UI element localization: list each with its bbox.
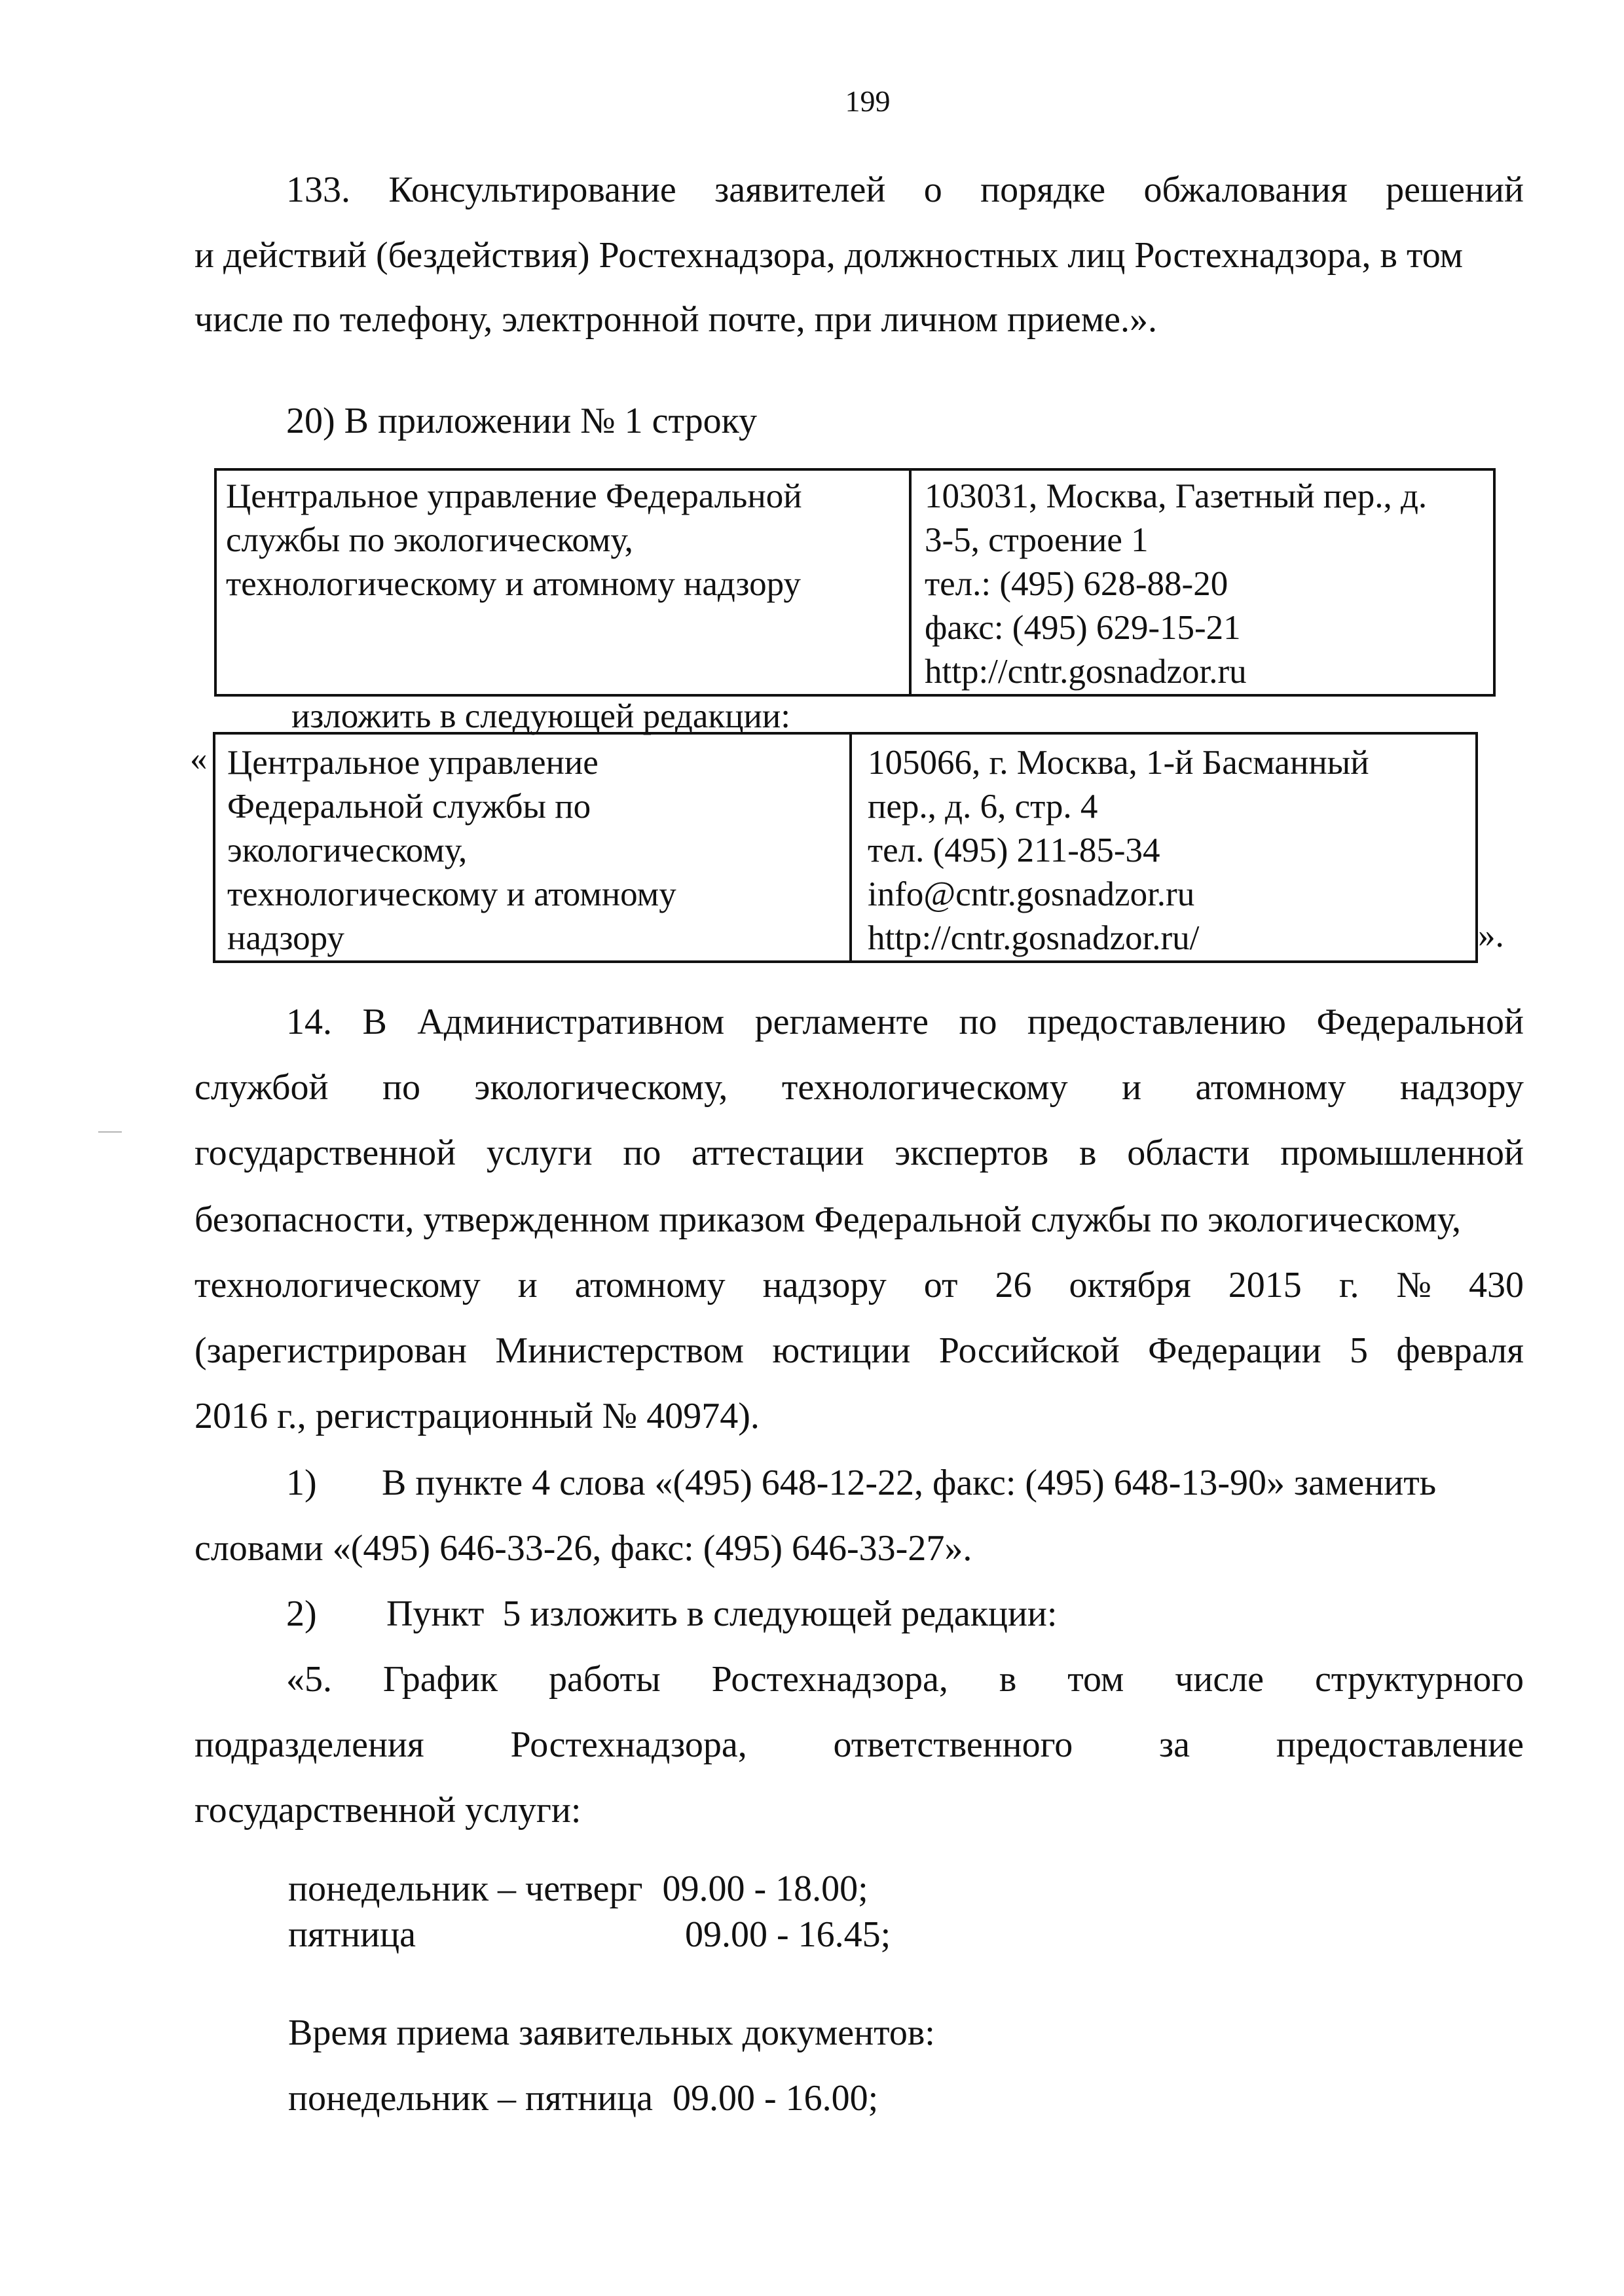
word: 14. [286, 1002, 332, 1042]
item-14-line-2 [194, 1069, 1524, 1106]
word: числе [1175, 1659, 1264, 1700]
word: подразделения [194, 1724, 424, 1765]
word: (зарегистрирован [194, 1330, 467, 1371]
old-row-name-line: службы по экологическому, [226, 521, 633, 559]
reception-title: Время приема заявительных документов: [288, 2013, 935, 2053]
new-row-name-line: экологическому, [227, 831, 468, 869]
item-14-line-6 [194, 1332, 1524, 1369]
item-14-line-4 [194, 1201, 1524, 1238]
word: промышленной [1280, 1133, 1524, 1173]
word: Министерством [495, 1330, 744, 1371]
old-row-contact-line: 103031, Москва, Газетный пер., д. [925, 477, 1428, 515]
word: экологическому, [474, 1067, 728, 1108]
new-row-name-line: Федеральной службы по [227, 788, 591, 826]
word: обжалования [1143, 170, 1348, 210]
point-5-line-1 [286, 1661, 1524, 1698]
word: по [382, 1067, 420, 1108]
word: услуги [486, 1133, 593, 1173]
word: г. [1338, 1265, 1359, 1305]
word: «5. [286, 1659, 332, 1700]
item-14-line-7: 2016 г., регистрационный № 40974). [194, 1396, 760, 1436]
sub-item-2-number: 2) [286, 1594, 317, 1634]
schedule-hours: 09.00 - 18.00; [662, 1868, 868, 1909]
replace-instruction: изложить в следующей редакции: [291, 697, 790, 735]
schedule-row-fri [288, 1916, 891, 1953]
reception-row [288, 2080, 878, 2117]
item-14-line-4-text: безопасности, утвержденном приказом Федеральной службы по экологическому, [194, 1199, 1462, 1240]
word: Административном [417, 1002, 725, 1042]
word: в [999, 1659, 1017, 1700]
word: заявителей [714, 170, 886, 210]
old-row-contact-line: 3-5, строение 1 [925, 521, 1149, 559]
word: атомному [574, 1265, 726, 1305]
word: предоставление [1276, 1724, 1524, 1765]
old-row-contact-cell [910, 469, 1494, 695]
new-row-name-line: надзору [227, 919, 344, 957]
word: в [1079, 1133, 1097, 1173]
item-133-line-2-text: и действий (бездействия) Ростехнадзора, должностных лиц Ростехнадзора, в том [194, 235, 1464, 276]
word: 26 [995, 1265, 1032, 1305]
word: о [923, 170, 942, 210]
sub-item-1-number: 1) [286, 1463, 317, 1503]
word: Ростехнадзора, [711, 1659, 948, 1700]
sub-item-2-text: Пункт 5 изложить в следующей редакции: [386, 1594, 1058, 1634]
new-row-contact-line: пер., д. 6, стр. 4 [868, 788, 1098, 826]
word: решений [1386, 170, 1524, 210]
close-quote: ». [1478, 917, 1504, 955]
word: 2015 [1228, 1265, 1302, 1305]
old-row-name-line: Центральное управление Федеральной [226, 477, 802, 515]
word: экспертов [895, 1133, 1049, 1173]
old-row-contact-line: тел.: (495) 628-88-20 [925, 565, 1228, 603]
word: от [923, 1265, 958, 1305]
word: том [1067, 1659, 1124, 1700]
word: юстиции [772, 1330, 911, 1371]
word: области [1127, 1133, 1250, 1173]
word: структурного [1314, 1659, 1524, 1700]
item-20-intro: 20) В приложении № 1 строку [286, 401, 758, 441]
sub-item-1-text [382, 1465, 1524, 1501]
word: октября [1069, 1265, 1191, 1305]
old-row [215, 469, 1494, 695]
word: 133. [286, 170, 350, 210]
item-133-line-1 [286, 172, 1524, 208]
word: государственной [194, 1133, 456, 1173]
word: надзору [762, 1265, 887, 1305]
word: Федерации [1148, 1330, 1321, 1371]
word: за [1159, 1724, 1190, 1765]
sub-item-1-text-content: В пункте 4 слова «(495) 648-12-22, факс: (495) 648-13-90» заменить [382, 1463, 1437, 1503]
old-row-table [214, 468, 1496, 697]
new-row [214, 733, 1477, 962]
word: надзору [1399, 1067, 1524, 1108]
old-row-name-cell [215, 469, 910, 695]
word: аттестации [692, 1133, 864, 1173]
word: работы [549, 1659, 661, 1700]
word: регламенте [754, 1002, 929, 1042]
reception-hours: 09.00 - 16.00; [673, 2078, 879, 2119]
word: 430 [1468, 1265, 1524, 1305]
old-row-contact-line: http://cntr.gosnadzor.ru [925, 653, 1247, 691]
schedule-row-mon-thu [288, 1870, 868, 1907]
word: Ростехнадзора, [510, 1724, 747, 1765]
new-row-contact-line: http://cntr.gosnadzor.ru/ [868, 919, 1200, 957]
word: и [517, 1265, 538, 1305]
schedule-days: пятница [288, 1914, 416, 1955]
old-row-name-line: технологическому и атомному надзору [226, 565, 801, 603]
word: График [382, 1659, 498, 1700]
margin-mark [98, 1131, 122, 1133]
word: по [623, 1133, 661, 1173]
new-row-contact-line: info@cntr.gosnadzor.ru [868, 875, 1195, 913]
word: 5 [1349, 1330, 1368, 1371]
new-row-name-cell [214, 733, 851, 962]
word: технологическому [194, 1265, 481, 1305]
item-133-line-2 [194, 237, 1524, 274]
old-row-contact-line: факс: (495) 629-15-21 [925, 609, 1241, 647]
point-5-line-3: государственной услуги: [194, 1790, 581, 1831]
word: порядке [980, 170, 1106, 210]
schedule-days: понедельник – четверг [288, 1868, 643, 1909]
new-row-contact-line: тел. (495) 211-85-34 [868, 831, 1160, 869]
word: ответственного [833, 1724, 1073, 1765]
word: по [959, 1002, 997, 1042]
schedule-hours: 09.00 - 16.45; [685, 1914, 891, 1955]
point-5-line-2 [194, 1726, 1524, 1763]
word: Федеральной [1316, 1002, 1524, 1042]
word: службой [194, 1067, 329, 1108]
item-14-line-3 [194, 1135, 1524, 1171]
item-133-line-3: числе по телефону, электронной почте, при личном приеме.». [194, 299, 1158, 340]
sub-item-1-continuation: словами «(495) 646-33-26, факс: (495) 646-33-27». [194, 1528, 972, 1569]
item-14-line-5 [194, 1267, 1524, 1303]
new-row-table [213, 732, 1478, 963]
page-number: 199 [845, 84, 891, 118]
word: и [1122, 1067, 1142, 1108]
new-row-contact-line: 105066, г. Москва, 1-й Басманный [868, 744, 1369, 782]
word: Российской [938, 1330, 1120, 1371]
reception-days: понедельник – пятница [288, 2078, 653, 2119]
new-row-name-line: технологическому и атомному [227, 875, 676, 913]
word: технологическому [781, 1067, 1068, 1108]
word: предоставлению [1027, 1002, 1287, 1042]
new-row-contact-cell [851, 733, 1477, 962]
word: Консультирование [388, 170, 676, 210]
word: В [362, 1002, 387, 1042]
word: февраля [1396, 1330, 1524, 1371]
word: № [1396, 1265, 1431, 1305]
word: атомному [1195, 1067, 1346, 1108]
new-row-name-line: Центральное управление [227, 744, 599, 782]
item-14-line-1 [286, 1004, 1524, 1040]
open-quote: « [190, 740, 208, 778]
